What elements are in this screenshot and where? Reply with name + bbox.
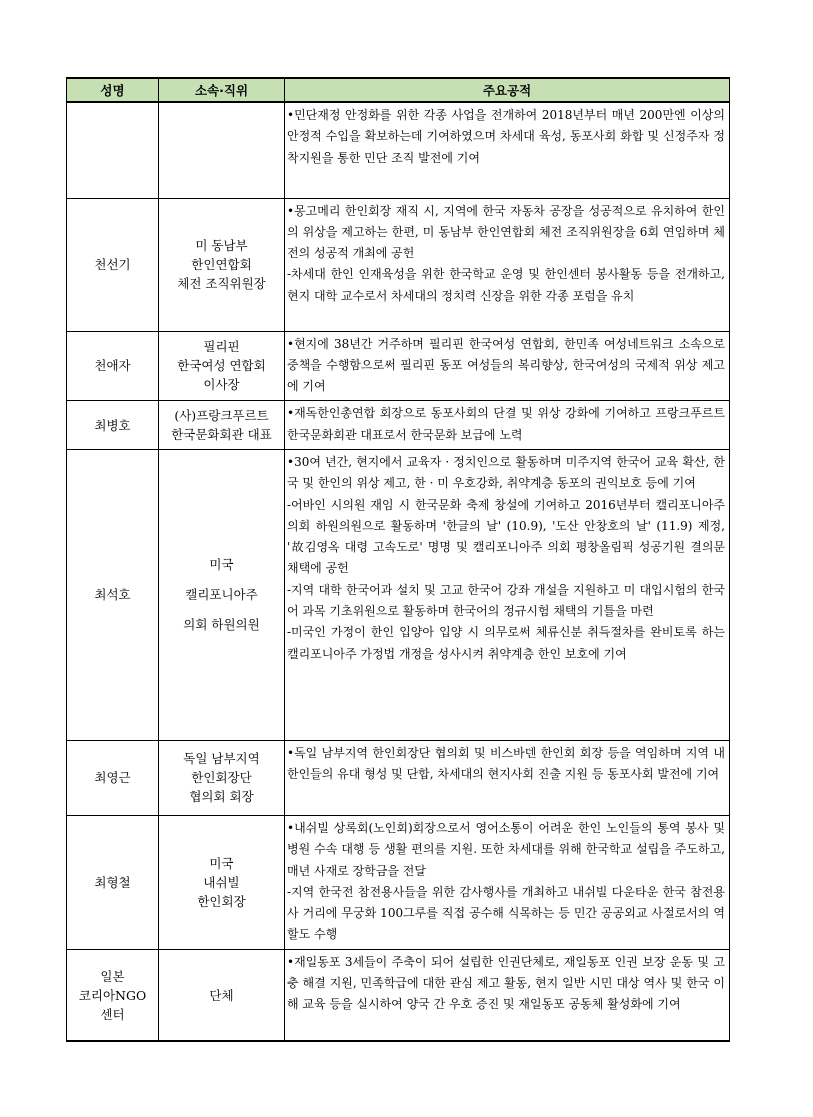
table-row <box>67 331 730 401</box>
cell-name <box>67 102 159 198</box>
cell-affiliation <box>159 740 285 815</box>
name-line: 최형철 <box>94 874 131 890</box>
header-achievements: 주요공적 <box>285 78 730 102</box>
header-row <box>67 78 730 102</box>
name-line: 코리아NGO <box>78 987 147 1003</box>
affiliation-line: 내쉬빌 <box>203 874 240 890</box>
affiliation-line: 한국여성 연합회 <box>177 358 266 374</box>
affiliation-line: 미국 <box>209 556 234 572</box>
affiliation-line: 한인회장 <box>197 893 246 909</box>
affiliation-line: 단체 <box>209 987 234 1003</box>
cell-name <box>67 449 159 740</box>
affiliation-line: 체전 조직위원장 <box>177 276 266 291</box>
affiliation-line: 한인연합회 <box>191 257 252 272</box>
name-line: 최영근 <box>94 770 131 786</box>
affiliation-line: 한인회장단 <box>191 770 252 786</box>
name-line: 최병호 <box>94 417 131 433</box>
achievement-paragraph: •민단재정 안정화를 위한 각종 사업을 전개하여 2018년부터 매년 200만엔 이상의 안정적 수입을 확보하는데 기여하였으며 차세대 육성, 동포사회 화합 및 신정주자 정착지원을 통한 민단 조직 발전에 기여 <box>287 108 725 165</box>
achievement-paragraph: •현지에 38년간 거주하며 필리핀 한국여성 연합회, 한민족 여성네트워크 소속으로 중책을 수행함으로써 필리핀 동포 여성들의 복리향상, 한국여성의 국제적 위상 제고에 기여 <box>287 336 725 394</box>
achievement-paragraph: -미국인 가정이 한인 입양아 입양 시 의무로써 체류신분 취득절차를 완비토록 하는 캘리포니아주 가정법 개정을 성사시켜 취약계층 한인 보호에 기여 <box>287 625 725 661</box>
cell-achievements <box>285 331 730 401</box>
affiliation-line: 의회 하원의원 <box>183 616 260 632</box>
affiliation-line: 캘리포니아주 <box>185 586 258 602</box>
affiliation-line: 미 동남부 <box>195 238 248 253</box>
cell-affiliation <box>159 815 285 949</box>
affiliation-line: 협의회 회장 <box>189 789 254 805</box>
affiliation-line: 이사장 <box>203 377 240 393</box>
table-row <box>67 740 730 815</box>
cell-achievements <box>285 949 730 1041</box>
achievement-paragraph: -지역 대학 한국어과 설치 및 고교 한국어 강좌 개설을 지원하고 미 대입시험의 한국어 과목 기초위원으로 활동하며 한국어의 정규시험 채택의 기틀을 마련 <box>287 582 725 619</box>
affiliation-line: 독일 남부지역 <box>183 751 260 767</box>
affiliation-line: 필리핀 <box>203 339 240 355</box>
achievement-paragraph: •독일 남부지역 한인회장단 협의회 및 비스바덴 한인회 회장 등을 역임하며 지역 내 한인들의 유대 형성 및 단합, 차세대의 현지사회 진출 지원 등 동포사회 발전에 기여 <box>287 745 725 782</box>
table-row <box>67 401 730 450</box>
affiliation-line: (사)프랑크푸르트 <box>174 408 269 424</box>
table-row <box>67 198 730 331</box>
header-affiliation: 소속·직위 <box>159 78 285 102</box>
achievement-paragraph: -지역 한국전 참전용사들을 위한 감사행사를 개최하고 내쉬빌 다운타운 한국 참전용사 거리에 무궁화 100그루를 직접 공수해 식목하는 등 민간 공공외교 사절로서의 역할도 수행 <box>287 884 725 942</box>
affiliation-line: 미국 <box>209 855 234 871</box>
cell-affiliation <box>159 449 285 740</box>
cell-name <box>67 401 159 450</box>
cell-achievements <box>285 815 730 949</box>
cell-name <box>67 949 159 1041</box>
cell-name <box>67 198 159 331</box>
name-line: 일본 <box>100 968 125 984</box>
cell-affiliation <box>159 949 285 1041</box>
cell-achievements <box>285 102 730 198</box>
cell-affiliation <box>159 198 285 331</box>
cell-achievements <box>285 198 730 331</box>
achievement-paragraph: -차세대 한인 인재육성을 위한 한국학교 운영 및 한인센터 봉사활동 등을 전개하고, 현지 대학 교수로서 차세대의 정치력 신장을 위한 각종 포럼을 유치 <box>287 267 725 303</box>
table-row <box>67 815 730 949</box>
name-line: 센터 <box>100 1006 125 1022</box>
name-line: 최석호 <box>94 587 131 603</box>
cell-affiliation <box>159 331 285 401</box>
table-body <box>67 102 730 1041</box>
cell-achievements <box>285 740 730 815</box>
achievement-paragraph: •30여 년간, 현지에서 교육자 · 정치인으로 활동하며 미주지역 한국어 교육 확산, 한국 및 한인의 위상 제고, 한 · 미 우호강화, 취약계층 동포의 권익보호 등에 기여 <box>287 454 725 491</box>
awards-table <box>66 77 730 1042</box>
name-line: 천애자 <box>94 358 131 374</box>
cell-achievements <box>285 401 730 450</box>
affiliation-line: 한국문화회관 대표 <box>171 427 272 443</box>
table-row <box>67 102 730 198</box>
header-name: 성명 <box>67 78 159 102</box>
achievement-paragraph: •재일동포 3세들이 주축이 되어 설립한 인권단체로, 재일동포 인권 보장 운동 및 고충 해결 지원, 민족학급에 대한 관심 제고 활동, 현지 일반 시민 대상 역사 및 한국 이해 교육 등을 실시하여 양국 간 우호 증진 및 재일동포 공동체 활성화에 기여 <box>287 954 725 1012</box>
table-row <box>67 949 730 1041</box>
cell-name <box>67 740 159 815</box>
cell-affiliation <box>159 401 285 450</box>
name-line: 천선기 <box>94 257 131 272</box>
table-row <box>67 449 730 740</box>
cell-name <box>67 815 159 949</box>
achievement-paragraph: •재독한인총연합 회장으로 동포사회의 단결 및 위상 강화에 기여하고 프랑크푸르트 한국문화회관 대표로서 한국문화 보급에 노력 <box>287 406 725 442</box>
achievement-paragraph: -어바인 시의원 재임 시 한국문화 축제 창설에 기여하고 2016년부터 캘리포니아주 의회 하원의원으로 활동하며 '한글의 날' (10.9), '도산 안창호의 날' (11.9) 제정, '故김영옥 대령 고속도로' 명명 및 캘리포니아주 의회 평창올림픽 성공기원 결의문 채택에 공헌 <box>287 497 725 576</box>
achievement-paragraph: •내쉬빌 상록회(노인회)회장으로서 영어소통이 어려운 한인 노인들의 통역 봉사 및 병원 수속 대행 등 생활 편의를 지원. 또한 차세대를 위해 한국학교 설립을 주도하고, 매년 사재로 장학금을 전달 <box>287 820 725 878</box>
cell-achievements <box>285 449 730 740</box>
achievement-paragraph: •몽고메리 한인회장 재직 시, 지역에 한국 자동차 공장을 성공적으로 유치하여 한인의 위상을 제고하는 한편, 미 동남부 한인연합회 체전 조직위원장을 6회 연임하며 체전의 성공적 개최에 공헌 <box>287 203 725 261</box>
cell-affiliation <box>159 102 285 198</box>
cell-name <box>67 331 159 401</box>
